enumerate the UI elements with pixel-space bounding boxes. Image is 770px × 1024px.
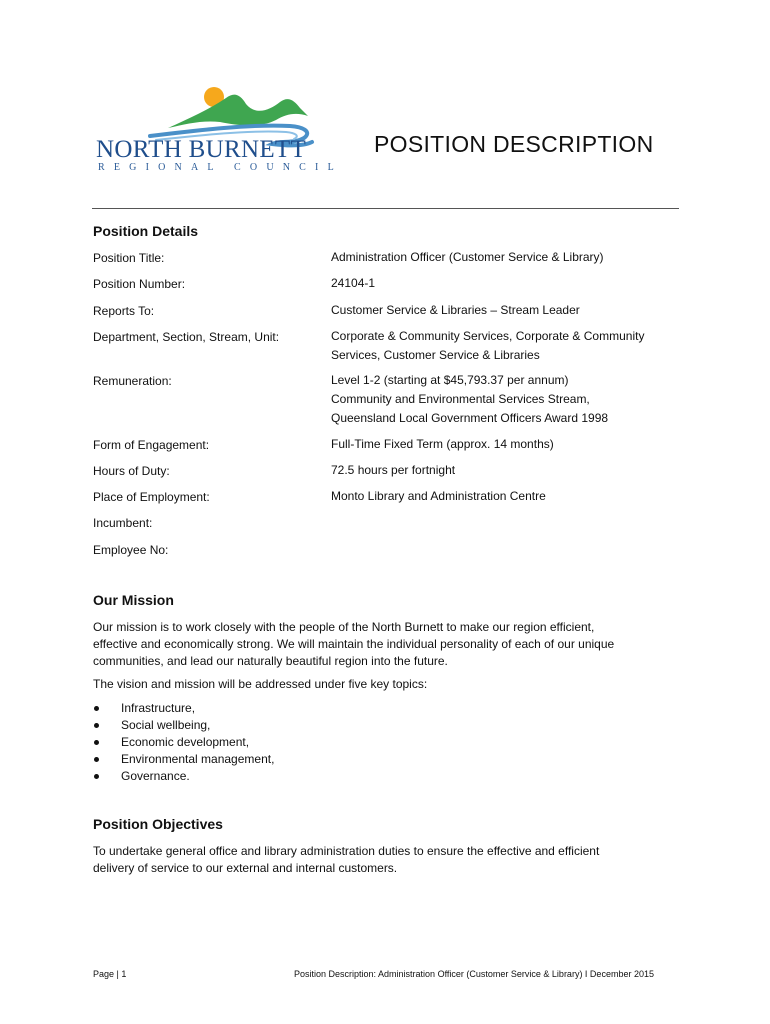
mission-intro: The vision and mission will be addressed under five key topics:	[93, 677, 428, 691]
detail-value: Full-Time Fixed Term (approx. 14 months)	[331, 437, 554, 451]
bullet-icon	[94, 706, 99, 711]
document-title: POSITION DESCRIPTION	[374, 131, 654, 157]
hills-icon	[168, 95, 308, 128]
header-divider	[92, 208, 679, 209]
detail-value: Level 1-2 (starting at $45,793.37 per annum) Community and Environmental Services Stream, Queensland Local Government Officers Award 1998	[331, 373, 609, 425]
detail-label: Position Title:	[93, 251, 165, 265]
detail-value: Corporate & Community Services, Corporate & Community Services, Customer Service & Libraries	[331, 329, 645, 362]
detail-value: 72.5 hours per fortnight	[331, 463, 456, 477]
bullet-icon	[94, 723, 99, 728]
mission-heading: Our Mission	[93, 592, 174, 608]
position-details-heading: Position Details	[93, 223, 199, 239]
list-item: Social wellbeing,	[93, 717, 274, 734]
bullet-icon	[94, 757, 99, 762]
detail-value: Administration Officer (Customer Service & Library)	[331, 250, 604, 264]
objectives-heading: Position Objectives	[93, 816, 223, 832]
list-item: Infrastructure,	[93, 700, 274, 717]
detail-value: 24104-1	[331, 276, 376, 290]
page-number: Page | 1	[93, 969, 127, 979]
detail-value: Monto Library and Administration Centre	[331, 489, 546, 503]
mission-paragraph: Our mission is to work closely with the people of the North Burnett to make our region efficient, effective and economically strong. We will maintain the individual personality of each of our unique communities, and lead our naturally beautiful region into the future.	[93, 620, 615, 668]
logo-wordmark: NORTH BURNETT	[96, 136, 307, 163]
detail-label: Position Number:	[93, 277, 186, 291]
detail-label: Remuneration:	[93, 374, 172, 388]
key-topics-list	[93, 700, 274, 785]
bullet-icon	[94, 740, 99, 745]
detail-label: Place of Employment:	[93, 490, 210, 504]
detail-label: Hours of Duty:	[93, 464, 170, 478]
list-item: Economic development,	[93, 734, 274, 751]
list-item: Environmental management,	[93, 751, 274, 768]
detail-label: Department, Section, Stream, Unit:	[93, 330, 280, 344]
logo-subtitle: REGIONAL COUNCIL	[98, 162, 343, 173]
list-item: Governance.	[93, 768, 274, 785]
detail-label: Employee No:	[93, 543, 169, 557]
objectives-paragraph: To undertake general office and library administration duties to ensure the effective and efficient delivery of service to our external and internal customers.	[93, 844, 600, 875]
bullet-icon	[94, 774, 99, 779]
detail-label: Incumbent:	[93, 516, 153, 530]
detail-value: Customer Service & Libraries – Stream Leader	[331, 303, 580, 317]
detail-label: Reports To:	[93, 304, 155, 318]
footer-document-reference: Position Description: Administration Officer (Customer Service & Library) I December 2015	[294, 969, 654, 979]
detail-label: Form of Engagement:	[93, 438, 210, 452]
